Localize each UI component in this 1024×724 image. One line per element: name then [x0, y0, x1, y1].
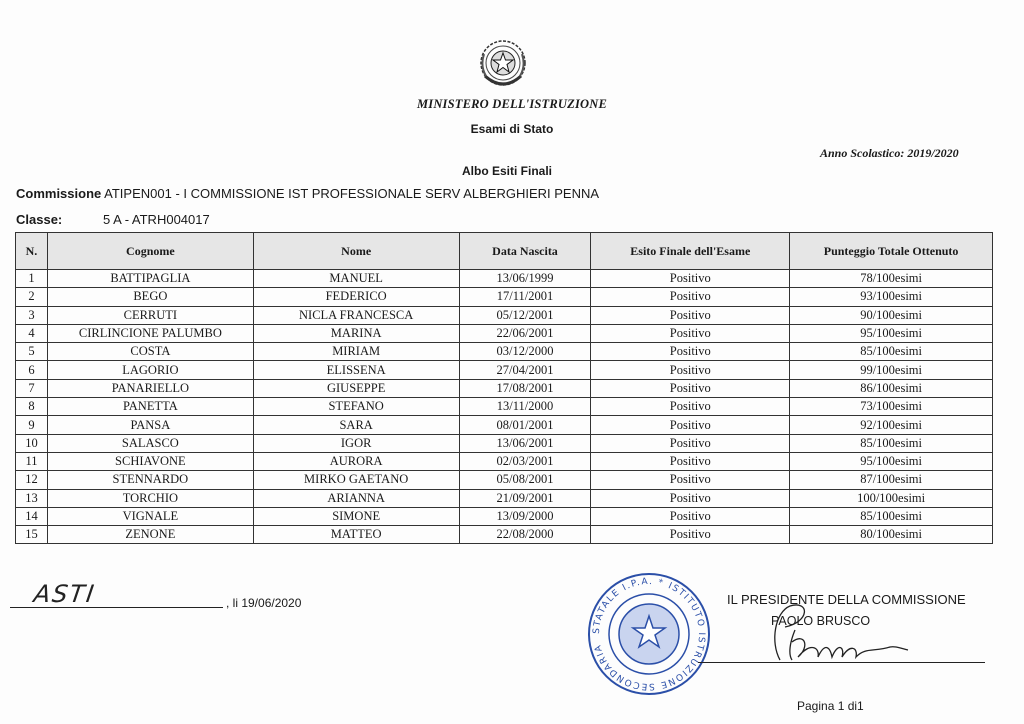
cell-score: 90/100esimi — [790, 306, 993, 324]
cell-number: 7 — [16, 379, 48, 397]
cell-name: ELISSENA — [253, 361, 459, 379]
svg-text:STATALE I.P.A. * ISTITUTO ISTR: STATALE I.P.A. * ISTITUTO ISTRUZIONE SECONDARIA — [591, 576, 707, 692]
table-row — [16, 398, 993, 416]
handwritten-signature-icon — [750, 602, 910, 664]
cell-surname: SCHIAVONE — [47, 452, 253, 470]
cell-name: SARA — [253, 416, 459, 434]
cell-birthdate: 13/06/2001 — [459, 434, 591, 452]
cell-number: 4 — [16, 324, 48, 342]
table-row — [16, 434, 993, 452]
cell-surname: LAGORIO — [47, 361, 253, 379]
cell-birthdate: 13/11/2000 — [459, 398, 591, 416]
cell-surname: VIGNALE — [47, 507, 253, 525]
cell-number: 5 — [16, 343, 48, 361]
cell-name: MANUEL — [253, 270, 459, 288]
italian-republic-emblem-icon — [476, 36, 530, 94]
commission-value: ATIPEN001 - I COMMISSIONE IST PROFESSIONALE SERV ALBERGHIERI PENNA — [104, 186, 600, 201]
column-header-birthdate: Data Nascita — [459, 233, 591, 270]
cell-birthdate: 17/11/2001 — [459, 288, 591, 306]
cell-birthdate: 27/04/2001 — [459, 361, 591, 379]
cell-name: ARIANNA — [253, 489, 459, 507]
cell-score: 92/100esimi — [790, 416, 993, 434]
president-title: IL PRESIDENTE DELLA COMMISSIONE — [727, 592, 966, 607]
cell-birthdate: 05/08/2001 — [459, 471, 591, 489]
place-underline — [10, 607, 223, 608]
cell-name: NICLA FRANCESCA — [253, 306, 459, 324]
cell-score: 95/100esimi — [790, 452, 993, 470]
president-name: PAOLO BRUSCO — [771, 614, 871, 628]
cell-number: 14 — [16, 507, 48, 525]
table-row — [16, 489, 993, 507]
cell-surname: PANETTA — [47, 398, 253, 416]
cell-birthdate: 03/12/2000 — [459, 343, 591, 361]
cell-outcome: Positivo — [591, 324, 790, 342]
cell-number: 9 — [16, 416, 48, 434]
table-row — [16, 379, 993, 397]
cell-number: 3 — [16, 306, 48, 324]
cell-surname: TORCHIO — [47, 489, 253, 507]
cell-score: 86/100esimi — [790, 379, 993, 397]
cell-outcome: Positivo — [591, 526, 790, 544]
table-row — [16, 270, 993, 288]
cell-surname: SALASCO — [47, 434, 253, 452]
cell-number: 10 — [16, 434, 48, 452]
cell-outcome: Positivo — [591, 288, 790, 306]
cell-outcome: Positivo — [591, 489, 790, 507]
cell-name: FEDERICO — [253, 288, 459, 306]
document-title: Albo Esiti Finali — [461, 164, 552, 178]
commission-line — [16, 186, 599, 201]
cell-outcome: Positivo — [591, 343, 790, 361]
column-header-outcome: Esito Finale dell'Esame — [591, 233, 790, 270]
cell-outcome: Positivo — [591, 398, 790, 416]
commission-label: Commissione — [16, 186, 102, 201]
cell-outcome: Positivo — [591, 416, 790, 434]
cell-score: 85/100esimi — [790, 507, 993, 525]
cell-outcome: Positivo — [591, 507, 790, 525]
cell-score: 73/100esimi — [790, 398, 993, 416]
cell-outcome: Positivo — [591, 471, 790, 489]
cell-score: 87/100esimi — [790, 471, 993, 489]
cell-number: 12 — [16, 471, 48, 489]
cell-name: MATTEO — [253, 526, 459, 544]
cell-number: 8 — [16, 398, 48, 416]
handwritten-place: ASTI — [32, 580, 98, 608]
cell-score: 85/100esimi — [790, 434, 993, 452]
cell-surname: PANARIELLO — [47, 379, 253, 397]
cell-score: 85/100esimi — [790, 343, 993, 361]
document-date: , li 19/06/2020 — [226, 596, 302, 610]
cell-name: STEFANO — [253, 398, 459, 416]
page-number: Pagina 1 di1 — [797, 699, 864, 713]
cell-birthdate: 13/09/2000 — [459, 507, 591, 525]
ministry-title: MINISTERO DELL'ISTRUZIONE — [416, 97, 608, 111]
table-row — [16, 324, 993, 342]
cell-name: IGOR — [253, 434, 459, 452]
cell-score: 100/100esimi — [790, 489, 993, 507]
cell-birthdate: 02/03/2001 — [459, 452, 591, 470]
cell-surname: STENNARDO — [47, 471, 253, 489]
table-row — [16, 471, 993, 489]
cell-birthdate: 21/09/2001 — [459, 489, 591, 507]
table-row — [16, 343, 993, 361]
cell-outcome: Positivo — [591, 361, 790, 379]
class-line — [16, 212, 210, 227]
cell-surname: PANSA — [47, 416, 253, 434]
column-header-surname: Cognome — [47, 233, 253, 270]
table-header-row — [16, 233, 993, 270]
cell-score: 93/100esimi — [790, 288, 993, 306]
cell-number: 6 — [16, 361, 48, 379]
table-row — [16, 507, 993, 525]
cell-birthdate: 13/06/1999 — [459, 270, 591, 288]
table-row — [16, 306, 993, 324]
cell-outcome: Positivo — [591, 452, 790, 470]
cell-name: MIRKO GAETANO — [253, 471, 459, 489]
cell-birthdate: 22/08/2000 — [459, 526, 591, 544]
cell-outcome: Positivo — [591, 434, 790, 452]
cell-number: 2 — [16, 288, 48, 306]
cell-surname: CERRUTI — [47, 306, 253, 324]
cell-surname: COSTA — [47, 343, 253, 361]
cell-outcome: Positivo — [591, 306, 790, 324]
cell-surname: BEGO — [47, 288, 253, 306]
school-year: Anno Scolastico: 2019/2020 — [820, 146, 959, 160]
cell-number: 13 — [16, 489, 48, 507]
table-row — [16, 416, 993, 434]
column-header-name: Nome — [253, 233, 459, 270]
class-value: 5 A - ATRH004017 — [103, 212, 210, 227]
cell-birthdate: 17/08/2001 — [459, 379, 591, 397]
class-label: Classe: — [16, 212, 63, 227]
cell-score: 95/100esimi — [790, 324, 993, 342]
cell-score: 80/100esimi — [790, 526, 993, 544]
cell-name: GIUSEPPE — [253, 379, 459, 397]
cell-surname: CIRLINCIONE PALUMBO — [47, 324, 253, 342]
cell-score: 78/100esimi — [790, 270, 993, 288]
cell-birthdate: 05/12/2001 — [459, 306, 591, 324]
cell-number: 11 — [16, 452, 48, 470]
cell-name: MARINA — [253, 324, 459, 342]
cell-surname: ZENONE — [47, 526, 253, 544]
school-seal-stamp-icon — [586, 571, 712, 697]
signature-line — [698, 662, 985, 663]
cell-outcome: Positivo — [591, 379, 790, 397]
table-row — [16, 452, 993, 470]
table-row — [16, 361, 993, 379]
cell-birthdate: 08/01/2001 — [459, 416, 591, 434]
table-row — [16, 288, 993, 306]
cell-number: 15 — [16, 526, 48, 544]
column-header-number: N. — [16, 233, 48, 270]
results-table — [15, 232, 993, 544]
cell-outcome: Positivo — [591, 270, 790, 288]
cell-number: 1 — [16, 270, 48, 288]
cell-surname: BATTIPAGLIA — [47, 270, 253, 288]
table-row — [16, 526, 993, 544]
column-header-score: Punteggio Totale Ottenuto — [790, 233, 993, 270]
cell-birthdate: 22/06/2001 — [459, 324, 591, 342]
cell-name: MIRIAM — [253, 343, 459, 361]
cell-name: SIMONE — [253, 507, 459, 525]
cell-name: AURORA — [253, 452, 459, 470]
cell-score: 99/100esimi — [790, 361, 993, 379]
exam-subtitle: Esami di Stato — [470, 122, 554, 136]
